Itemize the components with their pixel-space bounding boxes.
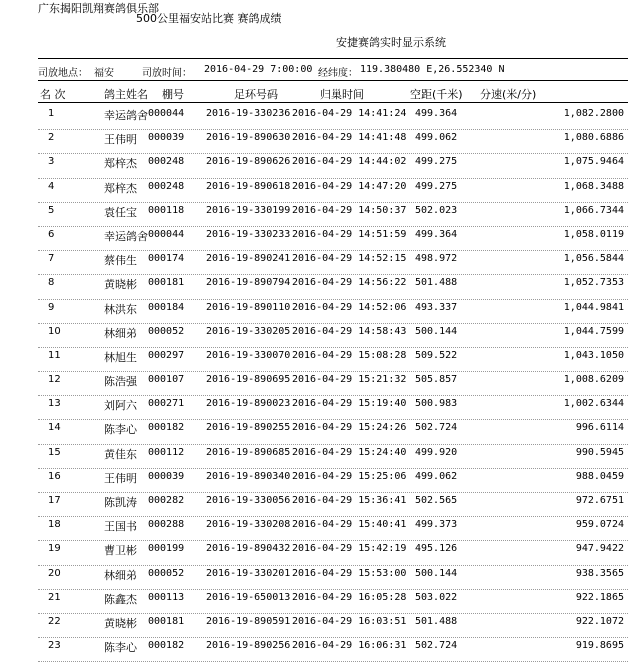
- header-rule: [38, 102, 628, 103]
- shed-cell: 000271: [148, 398, 185, 410]
- owner-cell: 郑梓杰: [104, 157, 137, 171]
- ring-cell: 2016-19-650013: [206, 591, 291, 603]
- speed-cell: 1,043.1050: [563, 349, 624, 361]
- ring-cell: 2016-19-330056: [206, 495, 291, 506]
- owner-cell: 幸运鸽舍: [104, 109, 148, 122]
- shed-cell: 000297: [148, 349, 185, 361]
- owner-cell: 王国书: [104, 520, 137, 534]
- rank-cell: 15: [48, 446, 61, 458]
- rank-cell: 6: [48, 228, 55, 240]
- distance-cell: 502.724: [415, 422, 458, 434]
- ring-cell: 2016-19-890255: [206, 422, 291, 434]
- speed-cell: 1,080.6886: [563, 132, 624, 144]
- arrival-cell: 2016-04-29 15:36:41: [292, 495, 407, 506]
- rank-cell: 4: [48, 180, 55, 192]
- shed-cell: 000052: [148, 567, 185, 579]
- table-row: [38, 372, 628, 396]
- shed-cell: 000039: [148, 132, 185, 144]
- release-place-label: 司放地点：: [38, 68, 88, 79]
- ring-cell: 2016-19-330208: [206, 519, 291, 531]
- owner-cell: 黄晓彬: [104, 616, 137, 630]
- release-place: 福安: [94, 68, 114, 79]
- table-row: [38, 541, 628, 565]
- arrival-cell: 2016-04-29 16:05:28: [292, 591, 407, 603]
- coordinates: 119.380480 E,26.552340 N: [360, 64, 505, 75]
- rank-cell: 8: [48, 277, 55, 289]
- shed-cell: 000182: [148, 640, 185, 652]
- arrival-cell: 2016-04-29 14:51:59: [292, 228, 407, 240]
- owner-cell: 林细弟: [104, 326, 137, 340]
- ring-cell: 2016-19-890241: [206, 253, 291, 265]
- rank-cell: 7: [48, 253, 55, 265]
- distance-cell: 502.023: [415, 204, 458, 216]
- race-title: 500公里福安站比赛 赛鸽成绩: [136, 12, 282, 25]
- rank-cell: 17: [48, 495, 61, 506]
- owner-cell: 曹卫彬: [104, 544, 137, 558]
- table-row: [38, 493, 628, 517]
- ring-cell: 2016-19-330236: [206, 108, 291, 119]
- ring-cell: 2016-19-890340: [206, 470, 291, 482]
- distance-cell: 500.144: [415, 567, 458, 579]
- shed-cell: 000181: [148, 615, 185, 627]
- speed-cell: 922.1865: [575, 591, 624, 603]
- speed-cell: 1,082.2800: [563, 108, 624, 119]
- ring-cell: 2016-19-330205: [206, 325, 291, 337]
- rank-cell: 10: [48, 325, 61, 337]
- arrival-cell: 2016-04-29 14:41:24: [292, 108, 407, 119]
- owner-cell: 陈李心: [104, 423, 137, 437]
- col-ring: 足环号码: [234, 88, 278, 101]
- distance-cell: 505.857: [415, 374, 458, 386]
- ring-cell: 2016-19-890626: [206, 156, 291, 168]
- shed-cell: 000199: [148, 543, 185, 555]
- owner-cell: 王伟明: [104, 133, 137, 147]
- table-row: [38, 396, 628, 420]
- arrival-cell: 2016-04-29 16:03:51: [292, 615, 407, 627]
- distance-cell: 499.920: [415, 446, 458, 458]
- owner-cell: 袁任宝: [104, 205, 137, 219]
- distance-cell: 499.364: [415, 228, 458, 240]
- ring-cell: 2016-19-890432: [206, 543, 291, 555]
- ring-cell: 2016-19-890023: [206, 398, 291, 410]
- rank-cell: 23: [48, 640, 61, 652]
- speed-cell: 1,044.7599: [563, 325, 624, 337]
- rank-cell: 14: [48, 422, 61, 434]
- owner-cell: 林旭生: [104, 350, 137, 364]
- distance-cell: 500.144: [415, 325, 458, 337]
- speed-cell: 1,058.0119: [563, 228, 624, 240]
- ring-cell: 2016-19-890256: [206, 640, 291, 652]
- arrival-cell: 2016-04-29 14:58:43: [292, 325, 407, 337]
- owner-cell: 林细弟: [104, 568, 137, 582]
- distance-cell: 501.488: [415, 277, 458, 289]
- ring-cell: 2016-19-330201: [206, 567, 291, 579]
- table-row: [38, 566, 628, 590]
- shed-cell: 000174: [148, 253, 185, 265]
- distance-cell: 499.062: [415, 470, 458, 482]
- arrival-cell: 2016-04-29 15:24:26: [292, 422, 407, 434]
- distance-cell: 499.062: [415, 132, 458, 144]
- speed-cell: 1,068.3488: [563, 180, 624, 192]
- shed-cell: 000107: [148, 374, 185, 386]
- table-row: [38, 469, 628, 493]
- arrival-cell: 2016-04-29 15:21:32: [292, 374, 407, 386]
- speed-cell: 996.6114: [575, 422, 624, 434]
- speed-cell: 1,002.6344: [563, 398, 624, 410]
- rank-cell: 18: [48, 519, 61, 531]
- rank-cell: 1: [48, 108, 55, 119]
- distance-cell: 499.373: [415, 519, 458, 531]
- owner-cell: 蔡伟生: [104, 254, 137, 268]
- arrival-cell: 2016-04-29 15:08:28: [292, 349, 407, 361]
- table-header: [38, 86, 628, 100]
- release-info: [38, 64, 628, 78]
- arrival-cell: 2016-04-29 14:41:48: [292, 132, 407, 144]
- table-row: [38, 638, 628, 662]
- rank-cell: 13: [48, 398, 61, 410]
- table-row: [38, 227, 628, 251]
- shed-cell: 000248: [148, 156, 185, 168]
- speed-cell: 1,056.5844: [563, 253, 624, 265]
- table-row: [38, 445, 628, 469]
- col-arrival: 归巢时间: [320, 88, 364, 101]
- release-time: 2016-04-29 7:00:00: [204, 64, 313, 75]
- owner-cell: 陈李心: [104, 641, 137, 655]
- shed-cell: 000288: [148, 519, 185, 531]
- shed-cell: 000248: [148, 180, 185, 192]
- rank-cell: 19: [48, 543, 61, 555]
- arrival-cell: 2016-04-29 14:44:02: [292, 156, 407, 168]
- ring-cell: 2016-19-890794: [206, 277, 291, 289]
- arrival-cell: 2016-04-29 15:40:41: [292, 519, 407, 531]
- owner-cell: 黄晓彬: [104, 278, 137, 292]
- speed-cell: 990.5945: [575, 446, 624, 458]
- ring-cell: 2016-19-330233: [206, 228, 291, 240]
- release-time-label: 司放时间：: [142, 68, 192, 79]
- col-owner: 鸽主姓名: [104, 88, 148, 101]
- table-row: [38, 300, 628, 324]
- table-row: [38, 348, 628, 372]
- arrival-cell: 2016-04-29 15:19:40: [292, 398, 407, 410]
- col-rank: 名 次: [40, 88, 66, 101]
- arrival-cell: 2016-04-29 14:52:06: [292, 301, 407, 313]
- shed-cell: 000044: [148, 108, 185, 119]
- rank-cell: 9: [48, 301, 55, 313]
- rank-cell: 21: [48, 591, 61, 603]
- distance-cell: 495.126: [415, 543, 458, 555]
- shed-cell: 000184: [148, 301, 185, 313]
- distance-cell: 499.275: [415, 180, 458, 192]
- shed-cell: 000181: [148, 277, 185, 289]
- owner-cell: 王伟明: [104, 471, 137, 485]
- owner-cell: 幸运鸽舍: [104, 229, 148, 243]
- owner-cell: 林洪东: [104, 302, 137, 316]
- rank-cell: 11: [48, 349, 61, 361]
- rank-cell: 20: [48, 567, 61, 579]
- ring-cell: 2016-19-890630: [206, 132, 291, 144]
- table-row: [38, 130, 628, 154]
- table-row: [38, 154, 628, 178]
- info-rule: [38, 80, 628, 81]
- table-row: [38, 517, 628, 541]
- distance-cell: 498.972: [415, 253, 458, 265]
- shed-cell: 000113: [148, 591, 185, 603]
- owner-cell: 刘阿六: [104, 399, 137, 413]
- owner-cell: 郑梓杰: [104, 181, 137, 195]
- rank-cell: 2: [48, 132, 55, 144]
- distance-cell: 503.022: [415, 591, 458, 603]
- speed-cell: 947.9422: [575, 543, 624, 555]
- arrival-cell: 2016-04-29 14:56:22: [292, 277, 407, 289]
- speed-cell: 1,075.9464: [563, 156, 624, 168]
- distance-cell: 501.488: [415, 615, 458, 627]
- table-row: [38, 614, 628, 638]
- shed-cell: 000039: [148, 470, 185, 482]
- rank-cell: 3: [48, 156, 55, 168]
- col-distance: 空距(千米): [410, 88, 463, 101]
- ring-cell: 2016-19-890110: [206, 301, 291, 313]
- speed-cell: 988.0459: [575, 470, 624, 482]
- arrival-cell: 2016-04-29 14:47:20: [292, 180, 407, 192]
- arrival-cell: 2016-04-29 16:06:31: [292, 640, 407, 652]
- distance-cell: 499.275: [415, 156, 458, 168]
- speed-cell: 1,044.9841: [563, 301, 624, 313]
- ring-cell: 2016-19-890695: [206, 374, 291, 386]
- table-row: [38, 275, 628, 299]
- distance-cell: 493.337: [415, 301, 458, 313]
- speed-cell: 1,008.6209: [563, 374, 624, 386]
- arrival-cell: 2016-04-29 14:52:15: [292, 253, 407, 265]
- distance-cell: 500.983: [415, 398, 458, 410]
- shed-cell: 000182: [148, 422, 185, 434]
- coordinates-label: 经纬度：: [318, 68, 358, 79]
- arrival-cell: 2016-04-29 15:53:00: [292, 567, 407, 579]
- shed-cell: 000112: [148, 446, 185, 458]
- col-shed: 棚号: [162, 88, 184, 101]
- shed-cell: 000282: [148, 495, 185, 506]
- distance-cell: 509.522: [415, 349, 458, 361]
- owner-cell: 黄佳东: [104, 447, 137, 461]
- results-table: [38, 106, 628, 662]
- table-row: [38, 106, 628, 130]
- arrival-cell: 2016-04-29 14:50:37: [292, 204, 407, 216]
- table-row: [38, 324, 628, 348]
- arrival-cell: 2016-04-29 15:25:06: [292, 470, 407, 482]
- owner-cell: 陈凯涛: [104, 496, 137, 509]
- club-name: 广东揭阳凯翔赛鸽俱乐部: [38, 2, 159, 15]
- ring-cell: 2016-19-330199: [206, 204, 291, 216]
- ring-cell: 2016-19-890685: [206, 446, 291, 458]
- distance-cell: 502.724: [415, 640, 458, 652]
- speed-cell: 919.8695: [575, 640, 624, 652]
- system-name: 安捷赛鸽实时显示系统: [336, 36, 446, 49]
- top-rule: [38, 58, 628, 59]
- rank-cell: 5: [48, 204, 55, 216]
- speed-cell: 972.6751: [575, 495, 624, 506]
- distance-cell: 502.565: [415, 495, 458, 506]
- shed-cell: 000118: [148, 204, 185, 216]
- rank-cell: 22: [48, 615, 61, 627]
- distance-cell: 499.364: [415, 108, 458, 119]
- ring-cell: 2016-19-890618: [206, 180, 291, 192]
- shed-cell: 000044: [148, 228, 185, 240]
- speed-cell: 959.0724: [575, 519, 624, 531]
- speed-cell: 1,052.7353: [563, 277, 624, 289]
- shed-cell: 000052: [148, 325, 185, 337]
- arrival-cell: 2016-04-29 15:42:19: [292, 543, 407, 555]
- table-row: [38, 179, 628, 203]
- speed-cell: 922.1072: [575, 615, 624, 627]
- owner-cell: 陈鑫杰: [104, 592, 137, 606]
- owner-cell: 陈浩强: [104, 375, 137, 389]
- table-row: [38, 420, 628, 444]
- speed-cell: 938.3565: [575, 567, 624, 579]
- table-row: [38, 203, 628, 227]
- ring-cell: 2016-19-890591: [206, 615, 291, 627]
- speed-cell: 1,066.7344: [563, 204, 624, 216]
- table-row: [38, 251, 628, 275]
- rank-cell: 16: [48, 470, 61, 482]
- rank-cell: 12: [48, 374, 61, 386]
- ring-cell: 2016-19-330070: [206, 349, 291, 361]
- arrival-cell: 2016-04-29 15:24:40: [292, 446, 407, 458]
- col-speed: 分速(米/分): [480, 88, 537, 101]
